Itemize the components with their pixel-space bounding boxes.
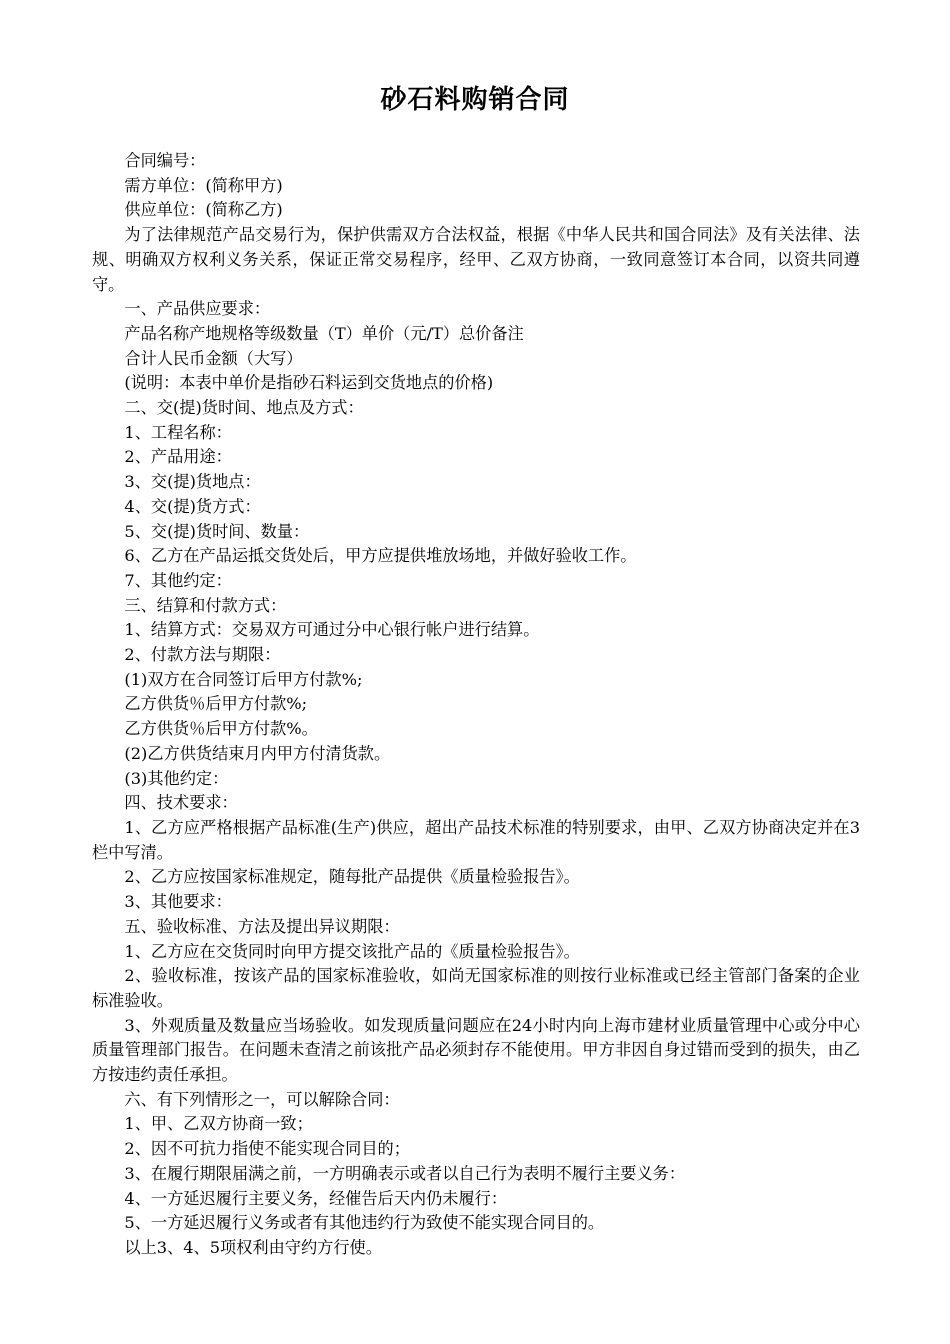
contract-paragraph: 四、技术要求： bbox=[124, 793, 238, 813]
contract-paragraph: 4、交(提)货方式： bbox=[124, 496, 261, 516]
contract-paragraph: 6、乙方在产品运抵交货处后，甲方应提供堆放场地，并做好验收工作。 bbox=[124, 546, 637, 566]
contract-paragraph: 供应单位：(简称乙方) bbox=[124, 200, 283, 220]
contract-paragraph: 五、验收标准、方法及提出异议期限： bbox=[124, 916, 400, 936]
contract-paragraph: 2、付款方法与期限： bbox=[124, 645, 281, 665]
contract-paragraph: 二、交(提)货时间、地点及方式： bbox=[124, 398, 364, 418]
contract-paragraph: 产品名称产地规格等级数量（T）单价（元/T）总价备注 bbox=[124, 323, 524, 343]
contract-paragraph: 为了法律规范产品交易行为，保护供需双方合法权益，根据《中华人民共和国合同法》及有关法律、法规、明确双方权利义务关系，保证正常交易程序，经甲、乙双方协商，一致同意签订本合同，以资共同遵守。 bbox=[92, 225, 860, 294]
contract-paragraph: 六、有下列情形之一，可以解除合同： bbox=[124, 1089, 400, 1109]
contract-paragraph: 需方单位：(简称甲方) bbox=[124, 175, 283, 195]
contract-paragraph: 3、在履行期限届满之前，一方明确表示或者以自己行为表明不履行主要义务： bbox=[124, 1163, 686, 1183]
contract-paragraph: 2、乙方应按国家标准规定，随每批产品提供《质量检验报告》。 bbox=[124, 867, 580, 887]
contract-paragraph: 1、工程名称： bbox=[124, 422, 232, 442]
contract-paragraph: 3、外观质量及数量应当场验收。如发现质量问题应在24小时内向上海市建材业质量管理中心或分中心质量管理部门报告。在问题未查清之前该批产品必须封存不能使用。甲方非因自身过错而受到的损失，由乙方按违约责任承担。 bbox=[92, 1015, 860, 1085]
contract-paragraph: (3)其他约定： bbox=[124, 768, 229, 788]
contract-paragraph: 2、验收标准，按该产品的国家标准验收，如尚无国家标准的则按行业标准或已经主管部门备案的企业标准验收。 bbox=[92, 966, 860, 1010]
contract-paragraph: 合计人民币金额（大写） bbox=[124, 348, 303, 368]
contract-paragraph: 合同编号： bbox=[124, 151, 206, 170]
contract-paragraph: 乙方供货％后甲方付款%。 bbox=[124, 719, 318, 739]
contract-paragraph: 三、结算和付款方式： bbox=[124, 595, 287, 615]
contract-paragraph: 7、其他约定： bbox=[124, 570, 232, 590]
contract-paragraph: 2、因不可抗力指使不能实现合同目的； bbox=[124, 1139, 410, 1159]
contract-paragraph: 1、乙方应在交货同时向甲方提交该批产品的《质量检验报告》。 bbox=[124, 941, 580, 961]
document-body bbox=[92, 149, 860, 1261]
contract-paragraph: 1、乙方应严格根据产品标准(生产)供应，超出产品技术标准的特别要求，由甲、乙双方协商决定并在3栏中写清。 bbox=[92, 817, 860, 862]
contract-paragraph: 一、产品供应要求： bbox=[124, 299, 271, 319]
contract-paragraph: 2、产品用途： bbox=[124, 447, 232, 467]
contract-paragraph: 3、交(提)货地点： bbox=[124, 472, 261, 492]
contract-paragraph: 以上3、4、5项权利由守约方行使。 bbox=[124, 1237, 382, 1257]
contract-paragraph: 5、一方延迟履行义务或者有其他违约行为致使不能实现合同目的。 bbox=[124, 1213, 605, 1233]
document-title: 砂石料购销合同 bbox=[380, 85, 570, 115]
contract-paragraph: (2)乙方供货结束月内甲方付清货款。 bbox=[124, 743, 391, 763]
contract-paragraph: (1)双方在合同签订后甲方付款%; bbox=[124, 669, 363, 689]
contract-paragraph: 1、结算方式：交易双方可通过分中心银行帐户进行结算。 bbox=[124, 620, 540, 640]
contract-paragraph: 3、其他要求： bbox=[124, 892, 232, 912]
contract-paragraph: 5、交(提)货时间、数量： bbox=[124, 521, 310, 541]
contract-paragraph: 1、甲、乙双方协商一致； bbox=[124, 1114, 313, 1134]
contract-paragraph: 4、一方延迟履行主要义务，经催告后天内仍未履行： bbox=[124, 1188, 508, 1208]
contract-paragraph: (说明：本表中单价是指砂石料运到交货地点的价格) bbox=[124, 373, 494, 393]
contract-paragraph: 乙方供货％后甲方付款%; bbox=[124, 694, 308, 714]
